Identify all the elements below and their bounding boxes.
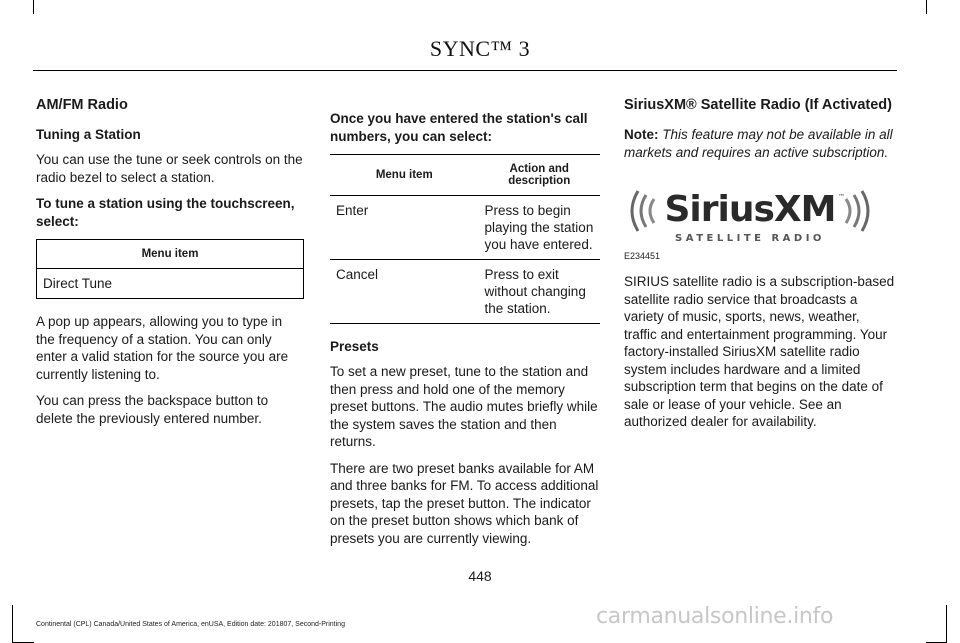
- crop-mark: [33, 0, 34, 14]
- subheading-presets: Presets: [330, 339, 379, 354]
- crop-mark: [946, 605, 947, 643]
- header-rule: [33, 70, 897, 71]
- section-heading-am-fm: AM/FM Radio: [36, 97, 128, 113]
- note: [624, 126, 896, 161]
- paragraph-instruction: Once you have entered the station's call numbers, you can select:: [330, 111, 588, 144]
- footer-edition: Continental (CPL) Canada/United States of America, enUSA, Edition date: 201807, Second-Printing: [36, 621, 345, 628]
- siriusxm-logo-graphic: [624, 179, 886, 249]
- table-row: [37, 269, 304, 299]
- subheading-tuning: Tuning a Station: [36, 127, 141, 142]
- page-number: 448: [468, 568, 492, 584]
- table-header: Menu item: [330, 155, 479, 196]
- note-text: This feature may not be available in all markets and requires an active subscription.: [624, 127, 893, 160]
- logo-tagline: SATELLITE RADIO: [675, 233, 825, 244]
- menu-table-direct-tune: [36, 239, 304, 299]
- image-code: E234451: [624, 251, 661, 261]
- table-row: [330, 260, 600, 324]
- paragraph: There are two preset banks available for AM and three banks for FM. To access additional presets, tap the preset button. The indicator on the preset button shows which bank of presets you are currently viewing.: [330, 460, 599, 546]
- page-header-title: SYNC™ 3: [429, 36, 531, 61]
- paragraph: You can press the backspace button to delete the previously entered number.: [36, 393, 269, 426]
- table-cell: Direct Tune: [37, 269, 304, 299]
- crop-mark: [926, 0, 927, 14]
- table-row: [330, 196, 600, 260]
- table-cell: Press to exit without changing the station.: [479, 260, 601, 324]
- table-cell: Press to begin playing the station you have entered.: [479, 196, 601, 260]
- crop-mark: [12, 605, 13, 643]
- paragraph: You can use the tune or seek controls on the radio bezel to select a station.: [36, 152, 303, 185]
- column-right: [624, 96, 896, 440]
- table-cell: Enter: [330, 196, 479, 260]
- table-header: Menu item: [37, 240, 304, 269]
- column-middle: [330, 110, 600, 556]
- paragraph-instruction: To tune a station using the touchscreen, select:: [36, 196, 295, 229]
- column-left: [36, 96, 304, 436]
- section-heading-siriusxm: SiriusXM® Satellite Radio (If Activated): [624, 97, 892, 113]
- note-label: Note:: [624, 127, 659, 142]
- logo-brand-text: SiriusXM: [664, 189, 836, 230]
- table-header: Action and description: [479, 155, 601, 196]
- menu-table-enter-cancel: [330, 154, 600, 324]
- table-cell: Cancel: [330, 260, 479, 324]
- watermark: carmanualsonline.info: [596, 604, 834, 629]
- paragraph: A pop up appears, allowing you to type in the frequency of a station. You can only enter a valid station for the source you are currently listening to.: [36, 314, 289, 382]
- paragraph: To set a new preset, tune to the station and then press and hold one of the memory preset buttons. The audio mutes briefly while the system saves the station and then returns.: [330, 364, 598, 449]
- paragraph: SIRIUS satellite radio is a subscription-based satellite radio service that broadcasts a variety of music, sports, news, weather, traffic and entertainment programming. Your factory-installed SiriusXM satellite radio system includes hardware and a limited subscription term that begins on the date of sale or lease of your vehicle. See an authorized dealer for availability.: [624, 274, 895, 429]
- logo-tm: ™: [838, 193, 845, 201]
- siriusxm-logo: [624, 179, 886, 249]
